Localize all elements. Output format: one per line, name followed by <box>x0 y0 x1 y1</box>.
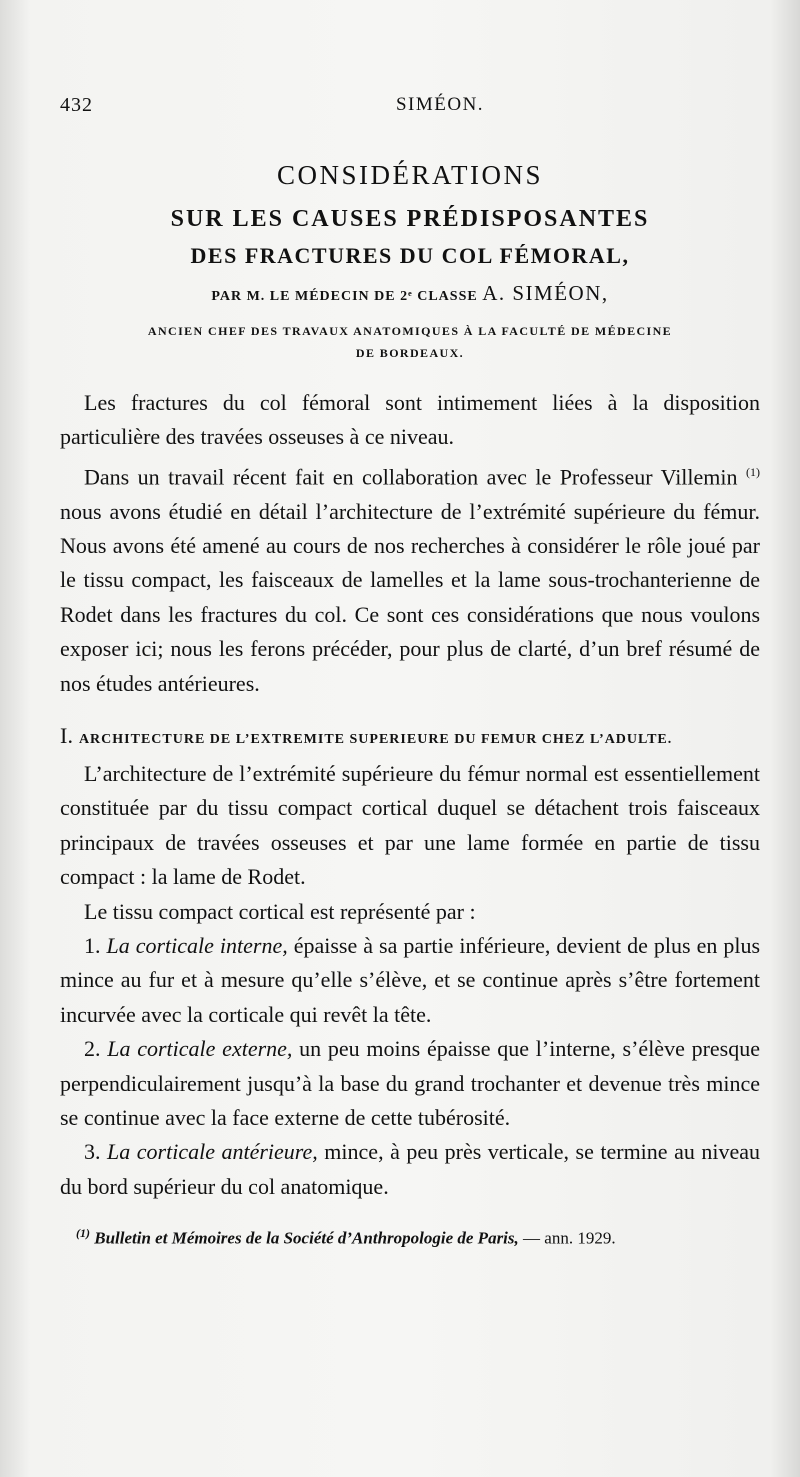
byline-prefix: PAR M. LE MÉDECIN DE 2ᵉ CLASSE <box>211 289 478 304</box>
section-heading <box>60 719 760 757</box>
running-title: SIMÉON. <box>395 94 485 115</box>
section-paragraph-1: L’architecture de l’extrémité supérieure du fémur normal est essentiellement constituée par du tissu compact cortical duquel se détachent trois faisceaux principaux de travées osseuses et par une lame formée en partie de tissu compact : la lame de Rodet. <box>60 760 760 890</box>
affiliation-line-1: ANCIEN CHEF DES TRAVAUX ANATOMIQUES À LA FACULTÉ DE MÉDECINE <box>147 324 673 338</box>
footnote-reference: (1) <box>746 464 761 479</box>
item-number: 3. <box>84 1139 101 1165</box>
list-item <box>60 1135 760 1204</box>
page-number: 432 <box>60 94 93 116</box>
item-text: épaisse à sa partie inférieure, devient de plus en plus mince au fur et à mesure qu’elle s’élève, et se continue après s’être fortement incurvée avec la corticale qui revêt la tête. <box>60 933 761 1027</box>
item-lead: La corticale antérieure, <box>107 1139 318 1165</box>
footnote-mark: (1) <box>76 1226 90 1241</box>
list-item <box>60 929 760 1032</box>
author-name: A. SIMÉON, <box>482 281 609 305</box>
paragraph-2-end: nous avons étudié en détail l’architecture de l’extrémité supérieure du fémur. Nous avons été amené au cours de nos recherches à considérer le rôle joué par le tissu compact, les faisceaux de lamelles et la lame sous-trochanterienne de Rodet dans les fractures du col. Ce sont ces considérations que nous voulons exposer ici; nous les ferons précéder, pour plus de clarté, d’un bref résumé de nos études antérieures. <box>60 498 760 696</box>
section-number: I. <box>60 722 74 748</box>
section-title: ARCHITECTURE DE L’EXTREMITE SUPERIEURE DU FEMUR CHEZ L’ADULTE. <box>78 731 673 747</box>
item-number: 2. <box>84 1036 101 1062</box>
item-lead: La corticale externe, <box>107 1036 293 1062</box>
list-item <box>60 1032 760 1135</box>
item-number: 1. <box>84 933 101 959</box>
footnote-text: Bulletin et Mémoires de la Société d’Anthropologie de Paris, <box>94 1228 519 1248</box>
paragraph-1: Les fractures du col fémoral sont intimement liées à la disposition particulière des travées osseuses à ce niveau. <box>60 390 760 450</box>
item-text: un peu moins épaisse que l’interne, s’élève presque perpendiculairement jusqu’à la base du grand trochanter et devenue très mince se continue avec la face externe de cette tubérosité. <box>60 1036 760 1131</box>
running-head <box>60 86 760 122</box>
article-body <box>60 386 760 1256</box>
item-lead: La corticale interne, <box>106 933 288 959</box>
paragraph-2 <box>60 455 760 701</box>
byline <box>60 281 760 306</box>
footnote <box>60 1216 760 1256</box>
footnote-tail: — ann. 1929. <box>518 1228 616 1248</box>
item-text: mince, à peu près verticale, se termine au niveau du bord supérieur du col anatomique. <box>60 1139 760 1199</box>
title-line-3: DES FRACTURES DU COL FÉMORAL, <box>190 243 630 268</box>
title-line-1: CONSIDÉRATIONS <box>276 160 544 190</box>
paragraph-2-start: Dans un travail récent fait en collaboration avec le Professeur Villemin <box>84 464 738 490</box>
title-line-2: SUR LES CAUSES PRÉDISPOSANTES <box>170 206 650 232</box>
affiliation-line-2: DE BORDEAUX. <box>355 346 465 360</box>
title-block <box>60 162 760 364</box>
section-paragraph-2: Le tissu compact cortical est représenté par : <box>84 898 476 924</box>
